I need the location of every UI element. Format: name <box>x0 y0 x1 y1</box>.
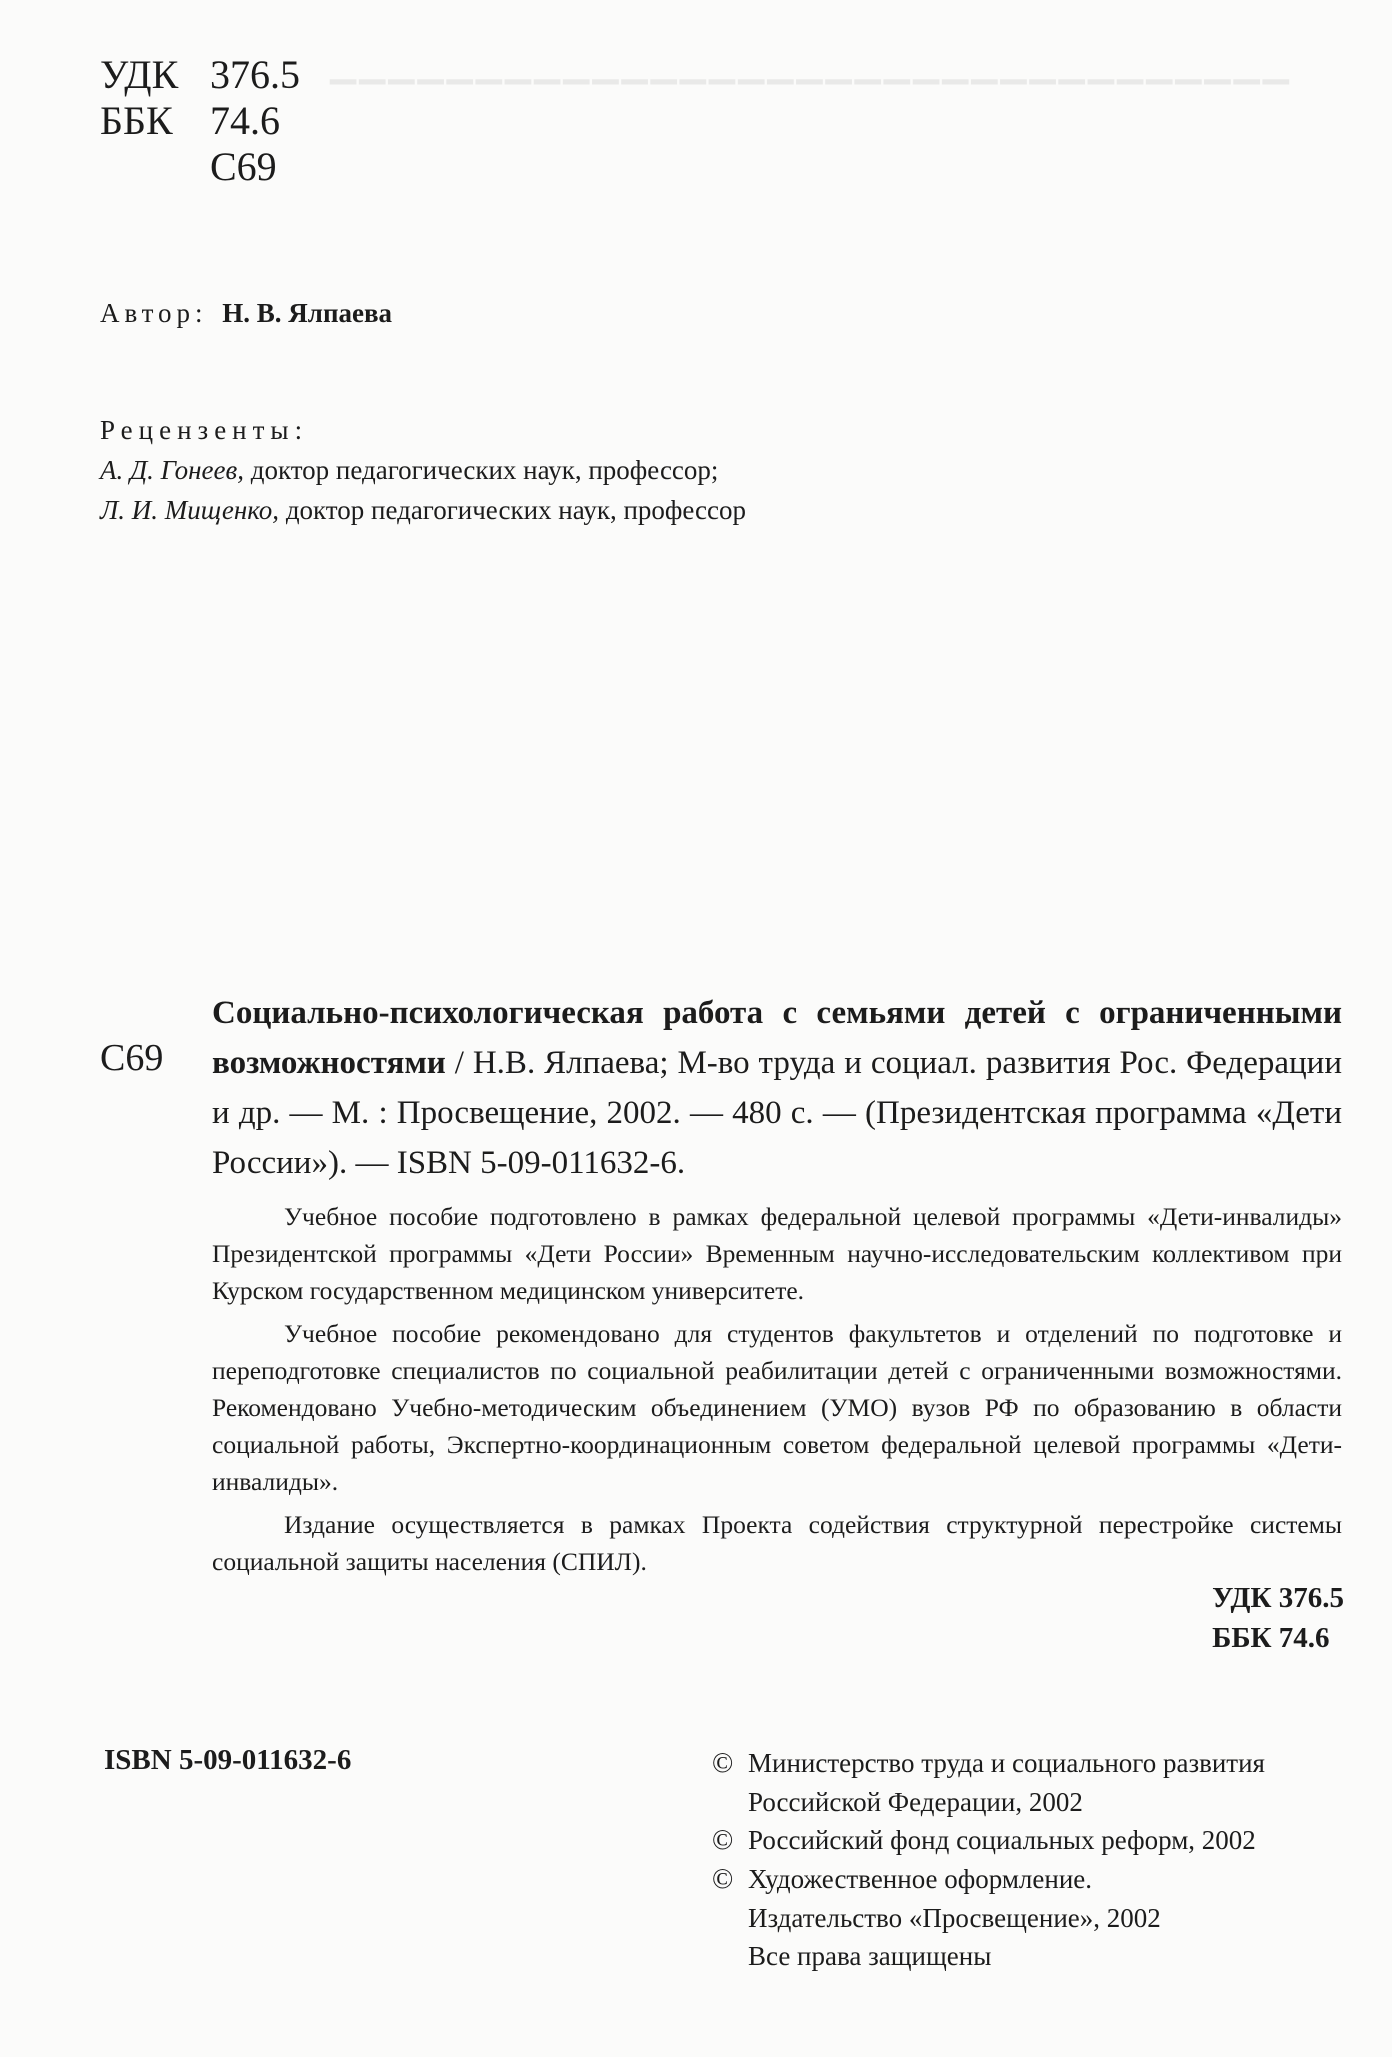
annotation <box>212 1198 1342 1586</box>
bbk-value: 74.6 <box>210 98 280 143</box>
copyright-line: Художественное оформление. <box>748 1864 1093 1894</box>
reviewer-desc: доктор педагогических наук, профессор <box>279 495 747 525</box>
reviewer-name: А. Д. Гонеев, <box>100 455 244 485</box>
udk-block <box>100 52 300 190</box>
book-title: Социально-психологическая работа с семьями детей с ограниченными возможностями <box>212 995 1342 1081</box>
bibliographic-details: / Н.В. Ялпаева; М-во труда и социал. развития Рос. Федерации и др. — М. : Просвещение, 2002. — 480 с. — (Президентская программа «Дети России»). — ISBN 5-09-011632-6. <box>212 1045 1342 1181</box>
bibliographic-record <box>212 988 1342 1188</box>
copyright-symbol: © <box>712 1825 734 1856</box>
copyright-symbol: © <box>712 1864 734 1895</box>
isbn: ISBN 5-09-011632-6 <box>104 1744 352 1776</box>
annotation-paragraph: Учебное пособие подготовлено в рамках федеральной целевой программы «Дети-инвалиды» Президентской программы «Дети России» Временным научно-исследовательским коллективом при Курском государственном медицинском университете. <box>212 1202 1342 1305</box>
author-label: Автор: <box>100 298 208 328</box>
annotation-paragraph: Учебное пособие рекомендовано для студентов факультетов и отделений по подготовке и переподготовке специалистов по социальной реабилитации детей с ограниченными возможностями. Рекомендовано Учебно-методическим объединением (УМО) вузов РФ по образованию в области социальной работы, Экспертно-координационным советом федеральной целевой программы «Дети-инвалиды». <box>212 1319 1342 1496</box>
reviewer-desc: доктор педагогических наук, профессор; <box>243 455 719 485</box>
reviewer-name: Л. И. Мищенко, <box>100 495 280 525</box>
reviewers-block <box>100 410 746 530</box>
copyright-block <box>712 1744 1265 1975</box>
udk-label: УДК <box>100 52 179 97</box>
copyright-line: Российской Федерации, 2002 <box>748 1787 1083 1817</box>
catalog-code: С69 <box>100 1037 164 1079</box>
author-code: С69 <box>210 144 277 189</box>
copyright-line: Российский фонд социальных реформ, 2002 <box>748 1825 1256 1855</box>
bbk-label: ББК <box>100 98 173 143</box>
reviewer-item <box>100 450 746 490</box>
author-name: Н. В. Ялпаева <box>222 298 393 328</box>
bbk-code: ББК 74.6 <box>1212 1622 1330 1654</box>
copyright-line: Издательство «Просвещение», 2002 <box>748 1903 1161 1933</box>
annotation-paragraph: Издание осуществляется в рамках Проекта содействия структурной перестройке системы социальной защиты населения (СПИЛ). <box>212 1510 1342 1576</box>
reviewers-label: Рецензенты: <box>100 415 309 445</box>
copyright-line: Министерство труда и социального развития <box>748 1748 1265 1778</box>
copyright-line: Все права защищены <box>748 1941 992 1971</box>
copyright-symbol: © <box>712 1748 734 1779</box>
author-line <box>100 298 392 329</box>
show-through-text: ▁▁▁▁▁▁▁▁▁▁▁▁▁▁▁▁▁▁▁▁▁▁▁▁▁▁▁▁▁▁▁▁▁ <box>330 47 1292 84</box>
udk-value: 376.5 <box>210 52 300 97</box>
udk-code: УДК 376.5 <box>1212 1582 1344 1614</box>
classification-block <box>1212 1578 1344 1658</box>
reviewer-item <box>100 490 746 530</box>
